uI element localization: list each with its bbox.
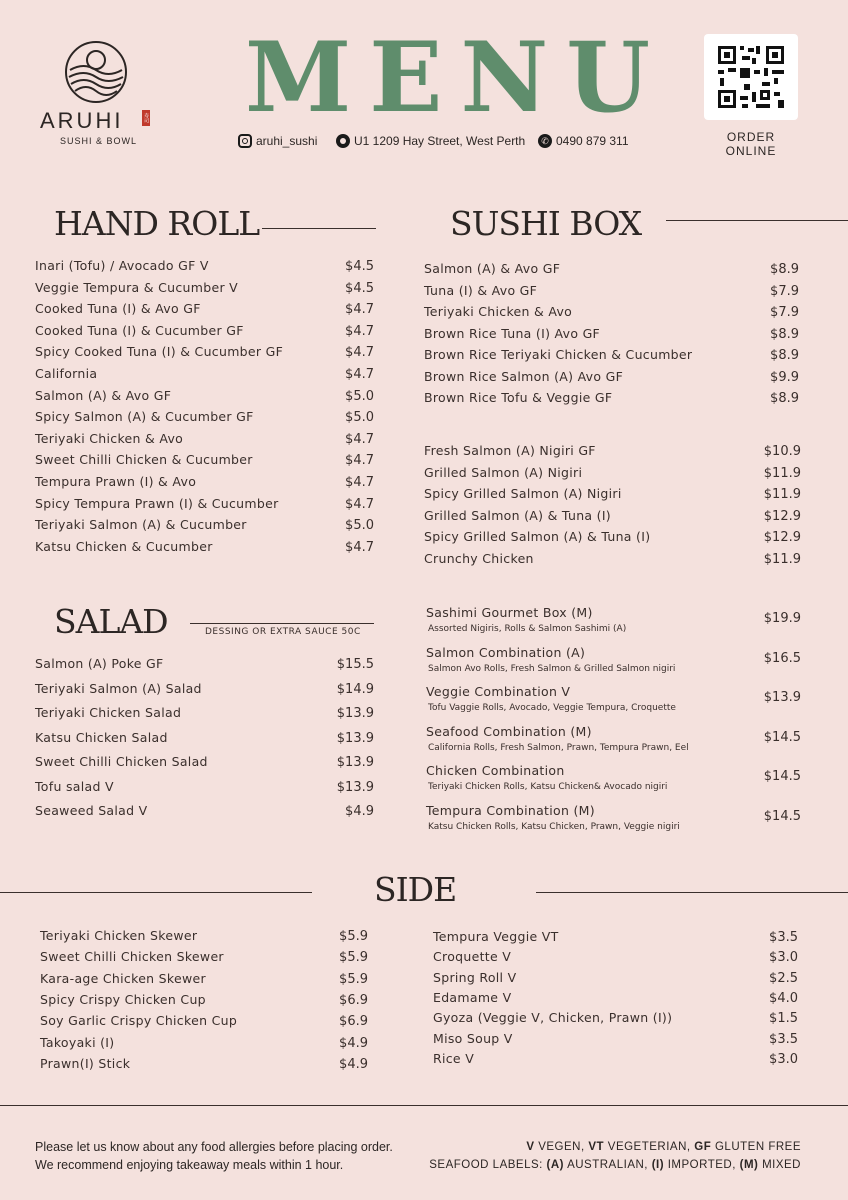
side-divider-left [0,892,312,893]
menu-item-name: Veggie Combination V [426,684,571,699]
menu-item-price: $13.9 [336,706,374,721]
qr-code-icon [704,34,798,120]
address-contact[interactable] [336,134,525,148]
menu-item-description: Assorted Nigiris, Rolls & Salmon Sashimi (A) [428,624,627,634]
side-heading: SIDE [374,870,457,909]
menu-item-name: Teriyaki Salmon (A) & Cucumber [35,517,247,533]
menu-item-price: $14.5 [763,729,801,745]
sushi-box-divider [666,220,848,221]
menu-item-price: $2.5 [769,970,798,986]
salad-divider [190,623,374,624]
menu-item-price: $4.9 [339,1035,368,1051]
menu-item-price: $11.9 [763,487,801,502]
brand-badge: 寿司 [142,110,150,126]
menu-item-name: Spicy Grilled Salmon (A) & Tuna (I) [424,529,651,544]
menu-item-price: $14.5 [763,808,801,824]
menu-item-name: Cooked Tuna (I) & Cucumber GF [35,322,244,338]
menu-item-name: Tuna (I) & Avo GF [424,282,538,298]
menu-item-name: Katsu Chicken & Cucumber [35,538,213,554]
menu-item-name: Miso Soup V [433,1030,513,1046]
menu-item-price: $5.0 [345,410,374,426]
menu-item-name: Brown Rice Tuna (I) Avo GF [424,325,601,341]
menu-item-price: $6.9 [339,1014,368,1030]
brand-name: ARUHI [40,108,124,133]
menu-item-price: $7.9 [770,305,799,320]
menu-item-price: $4.7 [345,367,374,382]
phone-text: 0490 879 311 [556,134,629,148]
menu-item-name: Teriyaki Salmon (A) Salad [35,680,202,696]
menu-item-price: $7.9 [770,283,799,299]
sushi-box-heading: SUSHI BOX [450,204,642,243]
menu-item-price: $4.5 [345,280,374,296]
menu-item-name: Salmon (A) & Avo GF [35,387,172,403]
menu-item-price: $12.9 [763,530,801,545]
phone-icon: ✆ [538,134,552,148]
menu-item-name: Spicy Salmon (A) & Cucumber GF [35,409,254,425]
menu-item-price: $5.9 [339,929,368,944]
menu-item-price: $4.7 [345,475,374,490]
menu-item-price: $9.9 [770,369,799,385]
menu-item-price: $4.9 [339,1056,368,1072]
menu-item-price: $3.5 [769,930,798,945]
menu-item-name: Cooked Tuna (I) & Avo GF [35,301,201,317]
menu-item-price: $4.7 [345,539,374,555]
phone-contact[interactable] [538,134,629,148]
menu-item-price: $4.0 [769,990,798,1006]
salad-note: DESSING OR EXTRA SAUCE 50C [205,627,361,637]
menu-item-name: Brown Rice Teriyaki Chicken & Cucumber [424,347,693,362]
menu-item-name: Salmon (A) & Avo GF [424,261,561,276]
menu-item-name: Edamame V [433,989,512,1005]
menu-item-description: California Rolls, Fresh Salmon, Prawn, Tempura Prawn, Eel [428,742,689,753]
logo [64,40,128,104]
instagram-contact[interactable] [238,134,317,148]
menu-item-name: Teriyaki Chicken Skewer [40,928,198,943]
menu-item-name: Sashimi Gourmet Box (M) [426,605,593,620]
menu-item-price: $5.9 [339,950,368,966]
menu-item-description: Tofu Vaggie Rolls, Avocado, Veggie Tempura, Croquette [428,703,676,713]
allergy-note: Please let us know about any food allergies before placing order. [35,1140,393,1154]
menu-item-name: Soy Garlic Crispy Chicken Cup [40,1013,238,1029]
menu-item-price: $10.9 [763,444,801,459]
menu-item-name: Salmon Combination (A) [426,644,586,660]
menu-item-description: Salmon Avo Rolls, Fresh Salmon & Grilled Salmon nigiri [428,663,676,674]
menu-item-name: Sweet Chilli Chicken & Cucumber [35,452,253,468]
menu-item-price: $13.9 [336,755,374,770]
menu-item-name: Fresh Salmon (A) Nigiri GF [424,443,596,458]
diet-legend: V VEGEN, VT VEGETERIAN, GF GLUTEN FREE [526,1141,801,1153]
menu-item-price: $6.9 [339,992,368,1008]
menu-item-price: $8.9 [770,348,799,363]
menu-item-price: $4.9 [345,804,374,819]
menu-item-description: Teriyaki Chicken Rolls, Katsu Chicken& Avocado nigiri [428,782,668,792]
instagram-icon [238,134,252,148]
brand-tagline: SUSHI & BOWL [60,136,138,146]
menu-item-name: Teriyaki Chicken Salad [35,705,182,720]
menu-item-price: $3.0 [769,1051,798,1067]
menu-item-name: Spicy Grilled Salmon (A) Nigiri [424,486,622,501]
menu-item-name: Crunchy Chicken [424,550,534,566]
menu-item-price: $4.5 [345,259,374,274]
menu-item-name: Tempura Veggie VT [433,929,559,944]
menu-item-price: $4.7 [345,453,374,469]
side-divider-right [536,892,848,893]
menu-item-name: Brown Rice Tofu & Veggie GF [424,390,613,405]
menu-item-name: Salmon (A) Poke GF [35,656,164,671]
menu-item-price: $11.9 [763,465,801,481]
menu-item-name: Katsu Chicken Salad [35,729,168,745]
location-pin-icon [336,134,350,148]
menu-item-price: $8.9 [770,262,799,277]
menu-item-name: Spicy Tempura Prawn (I) & Cucumber [35,495,279,511]
menu-item-description: Katsu Chicken Rolls, Katsu Chicken, Prawn, Veggie nigiri [428,821,680,832]
menu-item-price: $5.9 [339,971,368,987]
menu-item-price: $5.0 [345,518,374,534]
menu-item-name: Spicy Cooked Tuna (I) & Cucumber GF [35,344,284,360]
menu-item-name: Gyoza (Veggie V, Chicken, Prawn (I)) [433,1010,673,1026]
menu-item-name: Sweet Chilli Chicken Skewer [40,949,224,965]
menu-item-price: $13.9 [336,730,374,746]
page-title: MENU [245,21,668,134]
menu-item-name: Tofu salad V [35,778,114,794]
menu-item-name: Grilled Salmon (A) Nigiri [424,464,583,480]
hand-roll-divider [262,228,376,229]
menu-item-name: Rice V [433,1050,475,1066]
menu-item-name: Seaweed Salad V [35,803,148,818]
menu-item-price: $14.9 [336,681,374,697]
qr-code[interactable] [704,34,798,120]
menu-item-name: Spicy Crispy Chicken Cup [40,991,206,1007]
menu-item-name: Tempura Prawn (I) & Avo [35,474,197,489]
menu-item-price: $11.9 [763,551,801,567]
footer-divider [0,1105,848,1106]
menu-item-price: $8.9 [770,326,799,342]
menu-item-name: Brown Rice Salmon (A) Avo GF [424,368,624,384]
menu-item-price: $3.0 [769,950,798,966]
menu-item-name: Takoyaki (I) [40,1034,115,1050]
menu-item-name: Tempura Combination (M) [426,802,595,818]
menu-item-name: Inari (Tofu) / Avocado GF V [35,258,209,273]
menu-item-name: Veggie Tempura & Cucumber V [35,279,239,295]
menu-item-name: Chicken Combination [426,763,565,778]
menu-item-name: Croquette V [433,949,512,965]
address-text: U1 1209 Hay Street, West Perth [354,134,526,148]
salad-heading: SALAD [54,602,168,641]
menu-item-name: Prawn(I) Stick [40,1055,131,1071]
menu-item-price: $4.7 [345,496,374,512]
menu-item-price: $4.7 [345,431,374,447]
menu-item-name: Seafood Combination (M) [426,723,592,739]
menu-item-name: Spring Roll V [433,969,517,985]
logo-icon [64,40,128,104]
instagram-handle: aruhi_sushi [256,134,318,148]
menu-item-price: $15.5 [336,657,374,672]
menu-item-name: Sweet Chilli Chicken Salad [35,754,208,769]
menu-item-price: $4.7 [345,345,374,361]
menu-item-price: $14.5 [763,769,801,784]
hand-roll-heading: HAND ROLL [54,204,260,243]
menu-item-price: $13.9 [336,779,374,795]
menu-item-name: California [35,366,98,381]
menu-item-price: $4.7 [345,323,374,339]
menu-item-price: $19.9 [763,611,801,626]
menu-item-price: $16.5 [763,650,801,666]
seafood-legend: SEAFOOD LABELS: (A) AUSTRALIAN, (I) IMPORTED, (M) MIXED [429,1159,801,1171]
menu-item-name: Teriyaki Chicken & Avo [35,430,184,446]
menu-item-price: $8.9 [770,391,799,406]
takeaway-note: We recommend enjoying takeaway meals within 1 hour. [35,1158,344,1172]
menu-item-name: Kara-age Chicken Skewer [40,970,206,986]
order-online-label: ORDER ONLINE [725,130,777,158]
menu-item-price: $4.7 [345,302,374,318]
menu-item-price: $13.9 [763,690,801,705]
menu-item-price: $1.5 [769,1011,798,1027]
menu-item-price: $12.9 [763,508,801,524]
menu-item-price: $3.5 [769,1031,798,1047]
menu-item-name: Grilled Salmon (A) & Tuna (I) [424,507,611,523]
menu-item-name: Teriyaki Chicken & Avo [424,304,573,319]
menu-item-price: $5.0 [345,388,374,404]
